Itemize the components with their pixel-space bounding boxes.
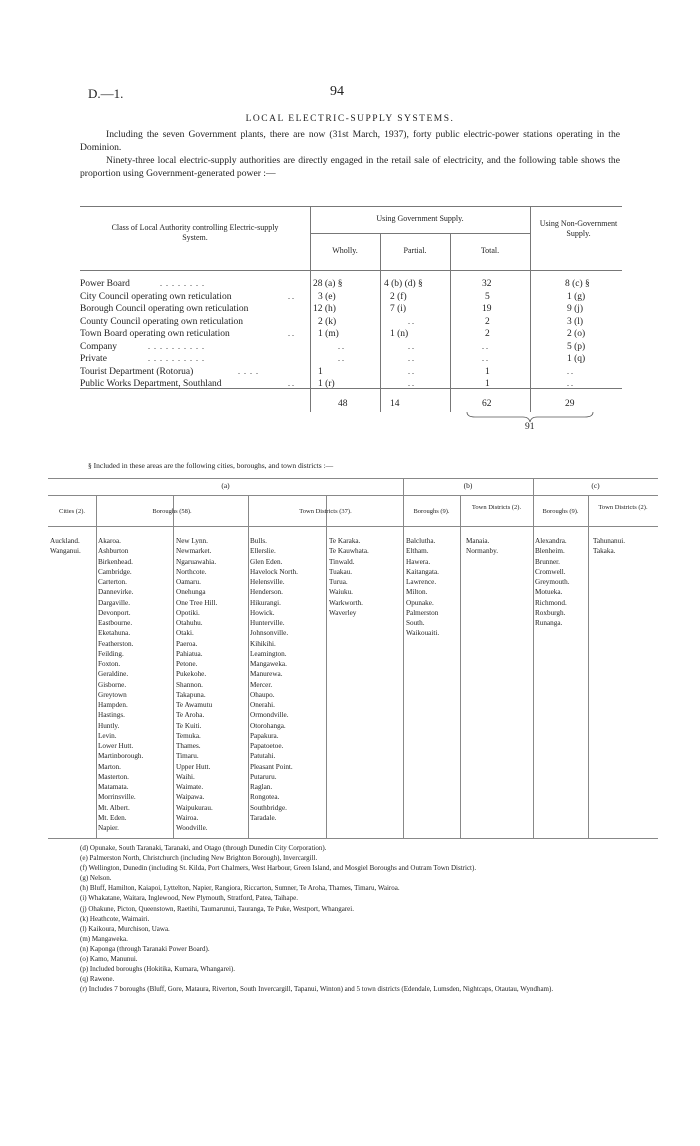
list-item: Cambridge. bbox=[98, 567, 132, 576]
list-item: Hunterville. bbox=[250, 619, 285, 627]
list-item: Normanby. bbox=[466, 547, 499, 556]
list-item: Kaitangata. bbox=[406, 567, 439, 576]
list-towns-a2 bbox=[329, 536, 369, 618]
list-item: Palmerston bbox=[406, 608, 439, 617]
cell-total: . . bbox=[482, 341, 488, 351]
column-header-towns-c: Town Districts (2). bbox=[598, 504, 648, 511]
row-label: Private bbox=[80, 354, 107, 364]
list-item: Takaka. bbox=[593, 547, 616, 556]
table-rule bbox=[403, 478, 404, 838]
list-item: Carterton. bbox=[98, 578, 127, 586]
table-row bbox=[80, 367, 622, 380]
cell-partial: 2 (f) bbox=[390, 291, 407, 302]
list-item: Eltham. bbox=[406, 547, 429, 556]
list-item: Helensville. bbox=[250, 578, 285, 586]
table-rule bbox=[460, 495, 461, 838]
list-item: (h) Bluff, Hamilton, Kaiapoi, Lyttelton, Napier, Rangiora, Riccarton, Sumner, Te Aroha, Thames, Timaru, Wairoa. bbox=[80, 884, 400, 893]
list-item: Otaki. bbox=[176, 629, 194, 638]
table-row bbox=[80, 342, 622, 355]
list-item: Eketahuna. bbox=[98, 629, 131, 638]
list-item: Ormondville. bbox=[250, 711, 289, 720]
table-row bbox=[80, 354, 622, 367]
list-boroughs-a2 bbox=[176, 536, 217, 833]
column-header-wholly: Wholly. bbox=[332, 246, 358, 255]
row-leader-dots: . . . . . . . . bbox=[160, 279, 205, 288]
list-item: South. bbox=[406, 619, 425, 627]
list-item: Blenheim. bbox=[535, 547, 565, 556]
areas-table bbox=[48, 478, 658, 838]
list-item: (e) Palmerston North, Christchurch (including New Brighton Borough), Invercargill. bbox=[80, 854, 318, 863]
row-leader-dots: . . . . bbox=[238, 366, 259, 376]
list-item: (k) Heathcote, Waimairi. bbox=[80, 914, 150, 923]
list-item: Akaroa. bbox=[98, 537, 121, 545]
list-item: (l) Kaikoura, Murchison, Uawa. bbox=[80, 924, 170, 933]
group-header-b: (b) bbox=[463, 481, 473, 490]
row-leader-dots: . . bbox=[288, 291, 294, 301]
cell-wholly: 28 (a) § bbox=[313, 279, 343, 289]
list-item: Lawrence. bbox=[406, 578, 437, 586]
list-item: Mt. Albert. bbox=[98, 803, 130, 812]
cell-non-government: . . bbox=[567, 366, 573, 376]
list-towns-c bbox=[593, 536, 625, 557]
list-item: Ohaupo. bbox=[250, 690, 275, 699]
cell-total: 5 bbox=[485, 291, 490, 302]
list-item: Petone. bbox=[176, 660, 198, 668]
table-row bbox=[80, 329, 622, 342]
list-item: (o) Kamo, Manunui. bbox=[80, 955, 138, 964]
list-item: Leamington. bbox=[250, 649, 287, 658]
table-rule bbox=[96, 495, 97, 838]
list-item: Tuakau. bbox=[329, 567, 353, 576]
list-towns-b bbox=[466, 536, 498, 557]
cell-non-government: 5 (p) bbox=[567, 341, 586, 352]
list-item: Waipukurau. bbox=[176, 803, 213, 812]
cell-partial: . . bbox=[408, 316, 414, 326]
cell-total: 1 bbox=[485, 366, 490, 377]
list-item: Waverley bbox=[329, 608, 357, 617]
list-item: Rongotea. bbox=[250, 793, 280, 802]
cell-total: 2 bbox=[485, 316, 490, 327]
cell-wholly: 1 (r) bbox=[318, 379, 335, 389]
list-item: Dargaville. bbox=[98, 598, 130, 607]
column-header-boroughs-a: Boroughs (58). bbox=[152, 508, 192, 515]
list-item: Glen Eden. bbox=[250, 557, 283, 566]
table-row bbox=[80, 279, 622, 292]
table-rule bbox=[48, 526, 658, 527]
row-leader-dots: . . . . . . . . . . bbox=[148, 354, 205, 363]
list-item: Milton. bbox=[406, 588, 428, 597]
list-item: Pleasant Point. bbox=[250, 762, 293, 771]
row-label: Power Board bbox=[80, 279, 130, 289]
cell-total: 32 bbox=[482, 279, 492, 289]
column-header-boroughs-b: Boroughs (9). bbox=[413, 508, 450, 515]
cell-partial: 4 (b) (d) § bbox=[384, 279, 423, 289]
cell-partial: . . bbox=[408, 379, 414, 388]
list-item: Manurewa. bbox=[250, 670, 283, 679]
cell-wholly: 2 (k) bbox=[318, 316, 337, 327]
list-item: Upper Hutt. bbox=[176, 762, 211, 771]
list-item: Foxton. bbox=[98, 660, 121, 668]
column-header-non-government: Using Non-Government Supply. bbox=[539, 219, 618, 238]
list-item: Hawera. bbox=[406, 557, 431, 566]
cell-total: . . bbox=[482, 354, 488, 363]
list-item: Gisborne. bbox=[98, 680, 127, 689]
list-item: Opunake. bbox=[406, 598, 434, 607]
list-item: Hikurangi. bbox=[250, 598, 281, 607]
grand-total-row bbox=[80, 422, 622, 435]
row-leader-dots: . . bbox=[288, 329, 294, 338]
total-non-government: 29 bbox=[565, 399, 575, 409]
page-title: LOCAL ELECTRIC-SUPPLY SYSTEMS. bbox=[245, 114, 455, 124]
row-label: Borough Council operating own reticulation bbox=[80, 304, 249, 314]
page-number: 94 bbox=[330, 84, 344, 99]
list-item: Brunner. bbox=[535, 557, 560, 566]
list-item: Feilding. bbox=[98, 649, 124, 658]
list-item: Timaru. bbox=[176, 752, 199, 761]
row-leader-dots: . . bbox=[288, 379, 294, 388]
list-item: (f) Wellington, Dunedin (including St. Kilda, Port Chalmers, West Harbour, Green Island, and Mosgiel Boroughs and Outram Town District). bbox=[80, 864, 477, 873]
cell-wholly: 3 (e) bbox=[318, 291, 336, 302]
list-item: Masterton. bbox=[98, 772, 129, 781]
supply-table bbox=[80, 206, 622, 431]
list-item: Kihikihi. bbox=[250, 639, 276, 648]
list-item: Birkenhead. bbox=[98, 557, 133, 566]
total-partial: 14 bbox=[390, 399, 400, 409]
list-item: Shannon. bbox=[176, 680, 203, 689]
column-header-boroughs-c: Boroughs (9). bbox=[542, 508, 579, 515]
list-item: Ellerslie. bbox=[250, 547, 276, 556]
paragraph-intro bbox=[80, 129, 620, 154]
paragraph-table-intro bbox=[80, 155, 620, 180]
list-item: Mt. Eden. bbox=[98, 813, 127, 822]
list-item: Oamaru. bbox=[176, 578, 201, 586]
list-item: (r) Includes 7 boroughs (Bluff, Gore, Mataura, Riverton, South Invercargill, Tapanui, Winton) and 5 town districts (Edendale, Lumsden, Nightcaps, Otautau, Wyndham). bbox=[80, 985, 554, 994]
total-total: 62 bbox=[482, 399, 492, 409]
list-item: Huntly. bbox=[98, 721, 120, 730]
list-item: Roxburgh. bbox=[535, 608, 566, 617]
list-item: Temuka. bbox=[176, 731, 201, 740]
list-item: Southbridge. bbox=[250, 803, 287, 812]
list-item: Mangaweka. bbox=[250, 660, 287, 668]
group-header-a: (a) bbox=[221, 481, 230, 490]
list-item: Pukekohe. bbox=[176, 670, 207, 679]
list-item: Lower Hutt. bbox=[98, 742, 134, 750]
list-item: Motueka. bbox=[535, 588, 563, 597]
list-item: Eastbourne. bbox=[98, 619, 133, 627]
footnotes bbox=[80, 843, 640, 994]
list-item: Alexandra. bbox=[535, 537, 567, 545]
table-row bbox=[80, 379, 622, 392]
list-item: Richmond. bbox=[535, 598, 567, 607]
list-item: Matamata. bbox=[98, 783, 129, 791]
list-item: (n) Kaponga (through Taranaki Power Board). bbox=[80, 944, 210, 953]
list-item: Waipawa. bbox=[176, 793, 205, 802]
list-item: (g) Nelson. bbox=[80, 874, 112, 883]
list-item: Dannevirke. bbox=[98, 588, 134, 597]
list-item: Johnsonville. bbox=[250, 629, 289, 638]
cell-partial: . . bbox=[408, 341, 414, 351]
list-item: (m) Mangaweka. bbox=[80, 934, 128, 943]
cell-partial: 7 (i) bbox=[390, 304, 407, 314]
list-item: (p) Included boroughs (Hokitika, Kumara, Whangarei). bbox=[80, 965, 235, 974]
list-towns-a1 bbox=[250, 536, 298, 823]
cell-wholly: 12 (h) bbox=[313, 304, 336, 314]
cell-partial: . . bbox=[408, 354, 414, 363]
row-label: Town Board operating own reticulation bbox=[80, 329, 230, 339]
list-boroughs-a1 bbox=[98, 536, 143, 833]
list-item: Onehunga bbox=[176, 588, 206, 597]
list-item: Waikouaiti. bbox=[406, 629, 440, 638]
column-header-towns-b: Town Districts (2). bbox=[471, 504, 522, 511]
list-item: Greymouth. bbox=[535, 578, 570, 586]
list-item: Ngaruawahia. bbox=[176, 557, 217, 566]
list-item: Runanga. bbox=[535, 619, 563, 627]
list-item: Wairoa. bbox=[176, 813, 199, 822]
table-row bbox=[80, 317, 622, 330]
list-item: One Tree Hill. bbox=[176, 598, 218, 607]
list-cities bbox=[50, 536, 81, 557]
row-label: City Council operating own reticulation bbox=[80, 291, 232, 302]
table-row bbox=[80, 292, 622, 305]
cell-total: 19 bbox=[482, 304, 492, 314]
table-row bbox=[80, 304, 622, 317]
table-rule bbox=[80, 206, 622, 207]
list-item: Papakura. bbox=[250, 731, 279, 740]
list-item: Morrinsville. bbox=[98, 793, 136, 802]
cell-wholly: . . bbox=[338, 341, 344, 351]
cell-total: 2 bbox=[485, 329, 490, 339]
table-rule bbox=[173, 495, 174, 838]
column-header-total: Total. bbox=[480, 246, 500, 255]
list-item: Balclutha. bbox=[406, 537, 436, 545]
cell-non-government: 1 (g) bbox=[567, 291, 586, 302]
list-item: Marton. bbox=[98, 762, 121, 771]
row-label: Public Works Department, Southland bbox=[80, 379, 222, 389]
cell-wholly: 1 (m) bbox=[318, 329, 339, 339]
group-header-c: (c) bbox=[591, 481, 600, 490]
list-item: Paeroa. bbox=[176, 639, 198, 648]
paragraph-text: Ninety-three local electric-supply authorities are directly engaged in the retail sale of electricity, and the following table shows the proportion using Government-generated power :— bbox=[80, 155, 620, 179]
section-note: § Included in these areas are the following cities, boroughs, and town districts :— bbox=[88, 461, 334, 470]
cell-wholly: . . bbox=[338, 354, 344, 363]
table-rule bbox=[588, 495, 589, 838]
list-item: Taradale. bbox=[250, 813, 277, 822]
list-boroughs-c bbox=[535, 536, 570, 628]
list-item: New Lynn. bbox=[176, 537, 208, 545]
list-item: Opotiki. bbox=[176, 608, 200, 617]
list-item: Te Kauwhata. bbox=[329, 547, 369, 556]
column-group-government: Using Government Supply. bbox=[376, 214, 464, 223]
list-item: Warkworth. bbox=[329, 598, 363, 607]
list-item: (j) Ohakune, Picton, Queenstown, Raetihi, Taumarunui, Tauranga, Te Puke, Westport, Whangarei. bbox=[80, 904, 354, 913]
list-item: Tahunanui. bbox=[593, 537, 626, 545]
list-item: Napier. bbox=[98, 824, 119, 832]
list-item: Raglan. bbox=[250, 783, 273, 791]
cell-non-government: 8 (c) § bbox=[565, 279, 590, 289]
list-item: Devonport. bbox=[98, 608, 131, 617]
table-rule bbox=[248, 495, 249, 838]
list-item: Te Awamutu bbox=[176, 701, 213, 709]
list-item: Newmarket. bbox=[176, 547, 212, 556]
list-item: Wanganui. bbox=[50, 547, 81, 556]
list-item: Te Aroha. bbox=[176, 711, 205, 720]
list-item: Northcote. bbox=[176, 567, 207, 576]
paragraph-text: Including the seven Government plants, there are now (31st March, 1937), forty public electric-power stations operating in the Dominion. bbox=[80, 129, 620, 153]
column-header-class: Class of Local Authority controlling Electric-supply System. bbox=[111, 223, 279, 242]
list-item: Papatoetoe. bbox=[250, 742, 284, 750]
document-reference: D.—1. bbox=[88, 86, 124, 101]
list-boroughs-b bbox=[406, 536, 439, 639]
list-item: Putaruru. bbox=[250, 772, 277, 781]
grand-total: 91 bbox=[525, 422, 535, 432]
list-item: Martinborough. bbox=[98, 752, 144, 761]
list-item: Henderson. bbox=[250, 588, 283, 597]
list-item: Otorohanga. bbox=[250, 721, 286, 730]
list-item: Auckland. bbox=[50, 537, 80, 545]
cell-non-government: 2 (o) bbox=[567, 329, 586, 339]
list-item: Onerahi. bbox=[250, 701, 275, 709]
list-item: Mercer. bbox=[250, 680, 273, 689]
list-item: Thames. bbox=[176, 742, 201, 750]
cell-non-government: . . bbox=[567, 379, 573, 388]
list-item: Te Kuiti. bbox=[176, 721, 202, 730]
list-item: Te Karaka. bbox=[329, 537, 361, 545]
total-wholly: 48 bbox=[338, 399, 348, 409]
list-item: Turua. bbox=[329, 578, 348, 586]
list-item: Levin. bbox=[98, 731, 117, 740]
column-header-cities: Cities (2). bbox=[59, 508, 85, 515]
table-rule bbox=[48, 495, 658, 496]
list-item: Patutahi. bbox=[250, 752, 276, 761]
cell-non-government: 9 (j) bbox=[567, 304, 584, 314]
list-item: Howick. bbox=[250, 608, 275, 617]
column-header-towns-a: Town Districts (37). bbox=[299, 508, 352, 515]
list-item: (d) Opunake, South Taranaki, Taranaki, and Otago (through Dunedin City Corporation). bbox=[80, 844, 327, 852]
list-item: Bulls. bbox=[250, 537, 267, 545]
cell-partial: . . bbox=[408, 366, 414, 376]
table-rule bbox=[48, 478, 658, 479]
list-item: Greytown bbox=[98, 690, 127, 699]
list-item: Cromwell. bbox=[535, 567, 566, 576]
list-item: Takapuna. bbox=[176, 690, 206, 699]
cell-wholly: 1 bbox=[318, 366, 323, 377]
cell-non-government: 1 (q) bbox=[567, 354, 586, 364]
list-item: Manaia. bbox=[466, 537, 490, 545]
table-rule bbox=[310, 233, 530, 234]
row-leader-dots: . . . . . . . . . . bbox=[148, 341, 205, 351]
cell-partial: 1 (n) bbox=[390, 329, 409, 339]
row-label: Company bbox=[80, 341, 117, 352]
row-label: County Council operating own reticulation bbox=[80, 316, 244, 327]
list-item: Waimate. bbox=[176, 783, 204, 791]
cell-non-government: 3 (l) bbox=[567, 316, 584, 327]
table-rule bbox=[326, 495, 327, 838]
table-rule bbox=[533, 478, 534, 838]
list-item: Otahuhu. bbox=[176, 619, 203, 627]
column-header-partial: Partial. bbox=[403, 246, 427, 255]
list-item: Hampden. bbox=[98, 701, 128, 709]
list-item: Waiuku. bbox=[329, 588, 353, 597]
row-label: Tourist Department (Rotorua) bbox=[80, 366, 194, 377]
list-item: Woodville. bbox=[176, 824, 208, 832]
list-item: Featherston. bbox=[98, 639, 134, 648]
list-item: Geraldine. bbox=[98, 670, 129, 679]
table-rule bbox=[48, 838, 658, 839]
list-item: (q) Rawene. bbox=[80, 975, 115, 984]
list-item: Pahiatua. bbox=[176, 649, 203, 658]
cell-total: 1 bbox=[485, 379, 490, 389]
list-item: Tinwald. bbox=[329, 557, 355, 566]
list-item: Waihi. bbox=[176, 772, 195, 781]
list-item: Havelock North. bbox=[250, 567, 298, 576]
list-item: Hastings. bbox=[98, 711, 125, 720]
table-rule bbox=[80, 270, 622, 271]
list-item: (i) Whakatane, Waitara, Inglewood, New Plymouth, Stratford, Patea, Taihape. bbox=[80, 894, 299, 903]
list-item: Ashburton bbox=[98, 547, 129, 556]
